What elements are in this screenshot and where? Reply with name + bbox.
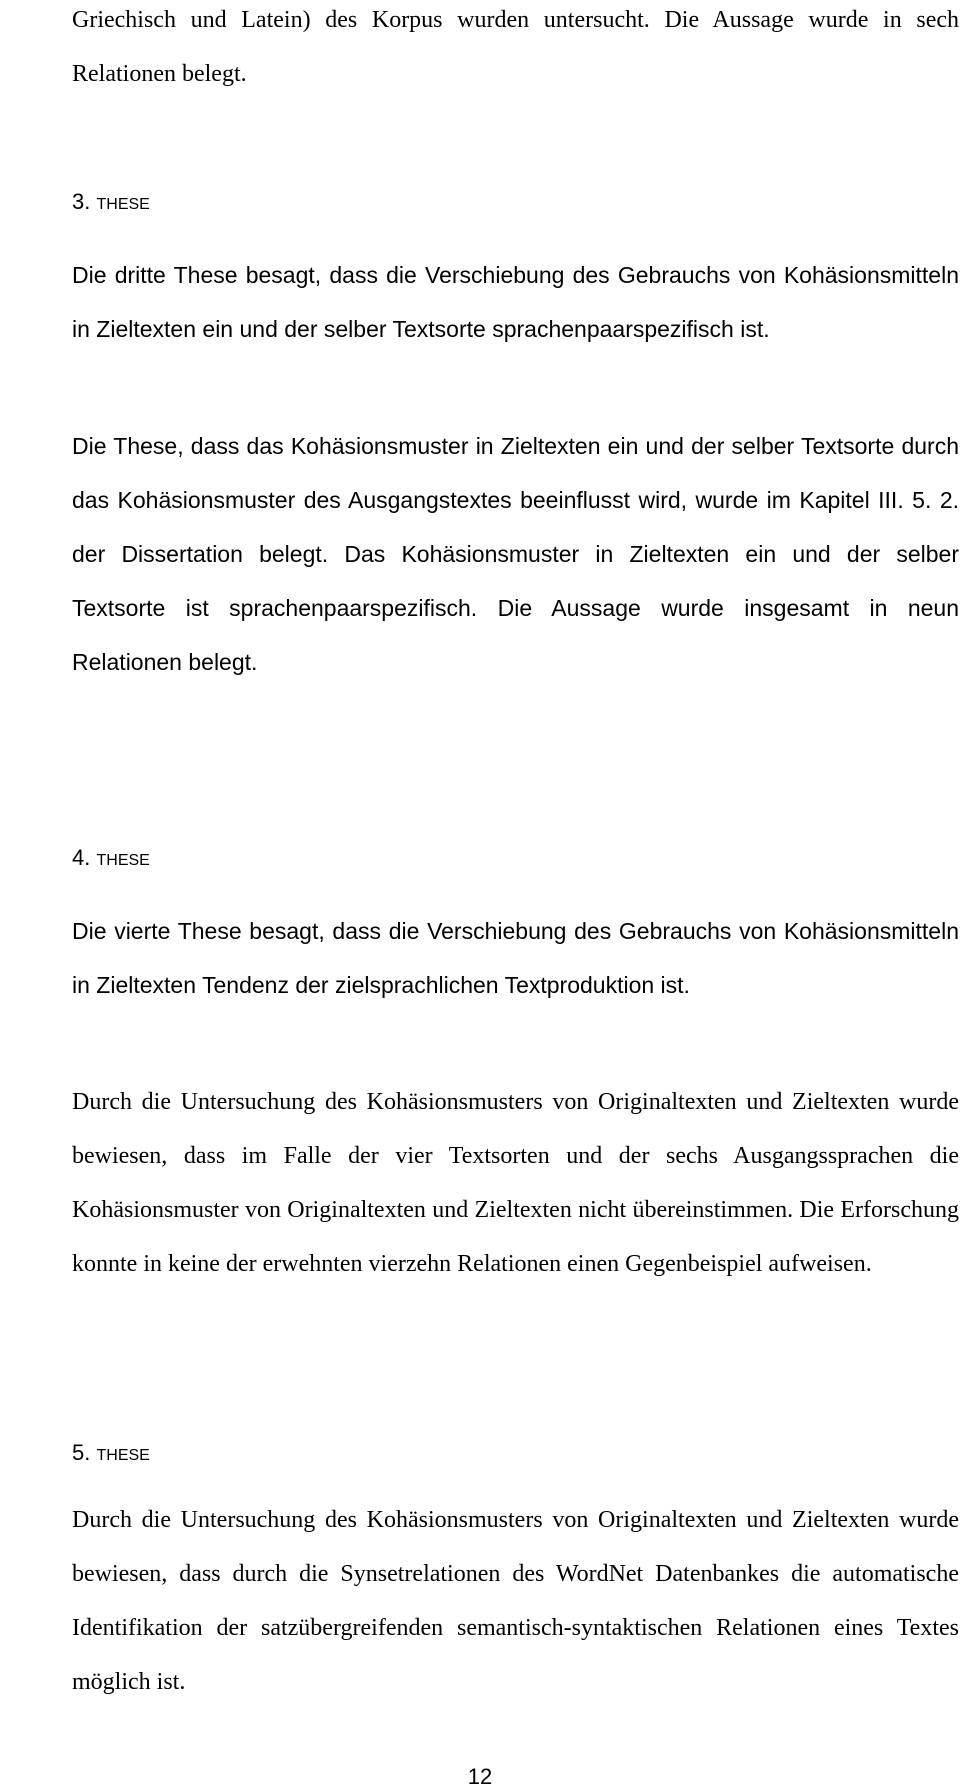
section-3-paragraph-2: Die These, dass das Kohäsionsmuster in Zieltexten ein und der selber Textsorte durch das Kohäsionsmuster des Ausgangstextes beeinflusst wird, wurde im Kapitel III. 5. 2. der Dissertation belegt. Das Kohäsionsmuster in Zieltexten ein und der selber Textsorte ist sprachenpaarspezifisch. Die Aussage wurde insgesamt in neun Relationen belegt. [72,433,959,675]
section-number: 5. [72,1440,91,1465]
section-number: 3. [72,189,91,214]
section-5-paragraph-1: Durch die Untersuchung des Kohäsionsmusters von Originaltexten und Zieltexten wurde bewiesen, dass durch die Synsetrelationen des WordNet Datenbankes die automatische Identifikation der satzübergreifenden semantisch-syntaktischen Relationen eines Textes möglich ist. [72,1507,959,1695]
section-title: THESE [96,1447,150,1464]
section-heading-3 [72,187,959,220]
section-4-paragraph-2: Durch die Untersuchung des Kohäsionsmusters von Originaltexten und Zieltexten wurde bewiesen, dass im Falle der vier Textsorten und der sechs Ausgangssprachen die Kohäsionsmuster von Originaltexten und Zieltexten nicht übereinstimmen. Die Erforschung konnte in keine der erwehnten vierzehn Relationen einen Gegenbeispiel aufweisen. [72,1089,959,1277]
section-4-paragraph-1: Die vierte These besagt, dass die Verschiebung des Gebrauchs von Kohäsionsmitteln in Zieltexten Tendenz der zielsprachlichen Textproduktion ist. [72,918,959,998]
section-heading-5 [72,1438,959,1471]
section-title: THESE [96,196,150,213]
section-number: 4. [72,845,91,870]
page-number: 12 [467,1764,493,1789]
section-title: THESE [96,852,150,869]
intro-paragraph: Griechisch und Latein) des Korpus wurden untersucht. Die Aussage wurde in sech Relationen belegt. [72,7,959,87]
section-heading-4 [72,843,959,876]
section-3-paragraph-1: Die dritte These besagt, dass die Verschiebung des Gebrauchs von Kohäsionsmitteln in Zieltexten ein und der selber Textsorte sprachenpaarspezifisch ist. [72,262,959,342]
